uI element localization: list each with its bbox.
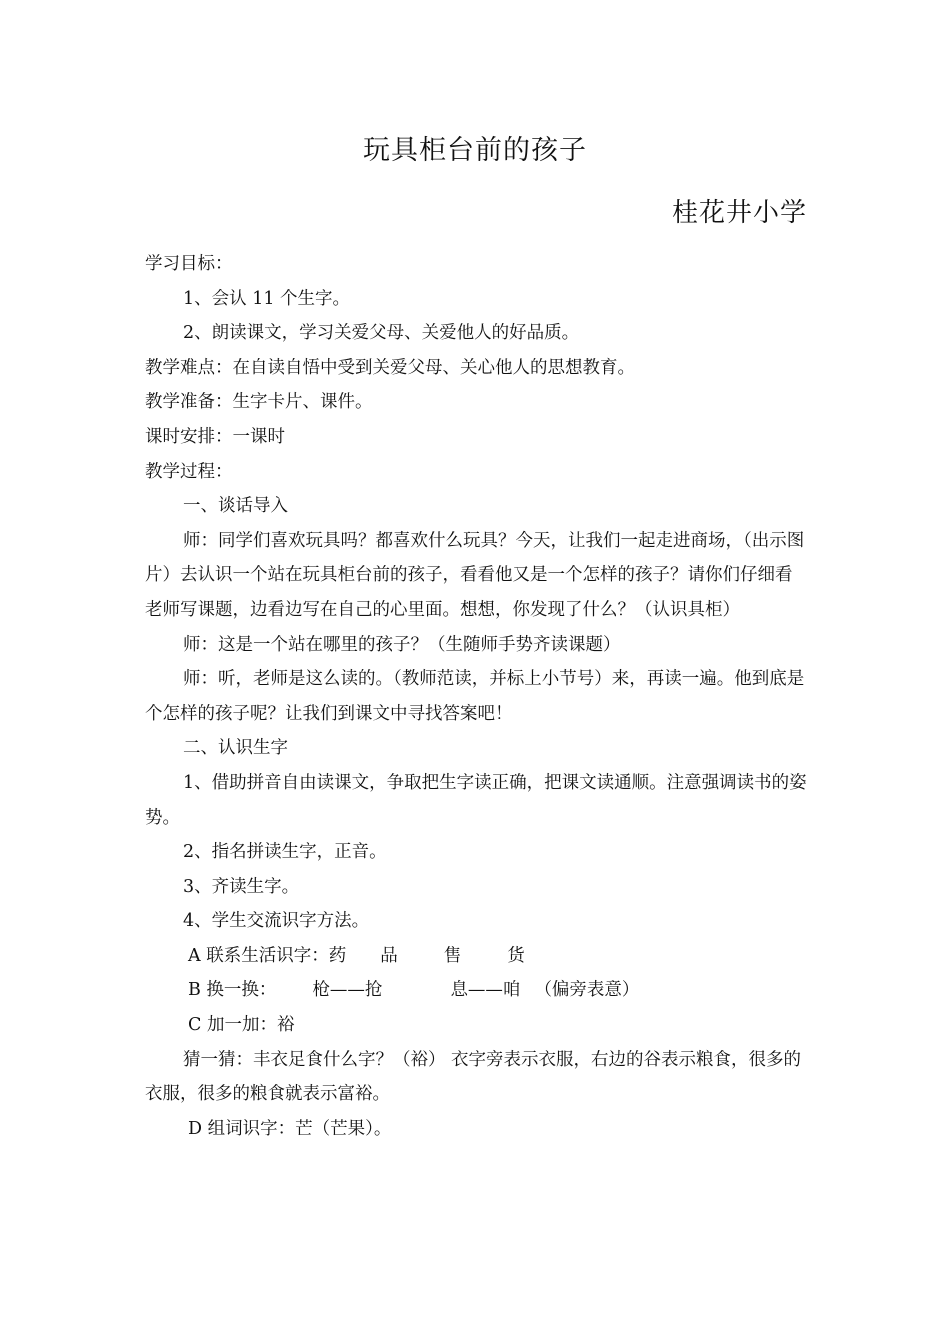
method-d-line: D 组词识字：芒（芒果）。 xyxy=(188,1118,392,1139)
school-name: 桂花井小学 xyxy=(671,198,807,228)
guess-paragraph: 猜一猜：丰衣足食什么字？（裕） 衣字旁表示衣服，右边的谷表示粮食，很多的衣服，很多的粮食就表示富裕。 xyxy=(145,1049,802,1105)
method-c-line: C 加一加：裕 xyxy=(188,1015,295,1036)
method-a-char: 品 xyxy=(380,945,398,966)
method-b-label: B 换一换： xyxy=(188,980,277,1001)
teaching-preparation: 教学准备：生字卡片、课件。 xyxy=(145,392,373,413)
section-heading-intro: 一、谈话导入 xyxy=(183,496,288,517)
method-a-char: 货 xyxy=(507,945,525,966)
document-body xyxy=(145,247,808,1146)
goal-heading: 学习目标： xyxy=(145,254,233,274)
method-a-line xyxy=(145,939,808,974)
teaching-difficulty: 教学难点：在自读自悟中受到关爱父母、关心他人的思想教育。 xyxy=(145,357,635,378)
step-1: 1、借助拼音自由读课文，争取把生字读正确，把课文读通顺。注意强调读书的姿势。 xyxy=(145,772,807,828)
section-heading-characters: 二、认识生字 xyxy=(183,738,288,759)
document-title: 玩具柜台前的孩子 xyxy=(363,135,587,166)
method-b-note: （偏旁表意） xyxy=(534,980,640,1001)
method-a-char: 药 xyxy=(328,945,347,966)
method-b-pair: 息——咱 xyxy=(450,980,521,1001)
step-3: 3、齐读生字。 xyxy=(183,876,300,897)
paragraph-intro-2: 师：这是一个站在哪里的孩子？（生随师手势齐读课题） xyxy=(183,634,621,655)
paragraph-intro-3: 师：听，老师是这么读的。（教师范读，并标上小节号）来，再读一遍。他到底是个怎样的孩子呢？让我们到课文中寻找答案吧！ xyxy=(145,669,805,724)
method-b-pair: 枪——抢 xyxy=(312,980,383,1001)
class-schedule: 课时安排：一课时 xyxy=(145,426,285,447)
goal-item-2: 2、朗读课文，学习关爱父母、关爱他人的好品质。 xyxy=(183,323,580,344)
method-b-line xyxy=(145,973,808,1008)
method-a-label: A 联系生活识字： xyxy=(188,945,329,966)
step-4: 4、学生交流识字方法。 xyxy=(183,911,370,932)
process-heading: 教学过程： xyxy=(145,461,233,482)
paragraph-intro-1: 师：同学们喜欢玩具吗？都喜欢什么玩具？今天，让我们一起走进商场，（出示图片）去认识一个站在玩具柜台前的孩子，看看他又是一个怎样的孩子？请你们仔细看老师写课题，边看边写在自己的心里面。想想，你发现了什么？（认识具柜） xyxy=(145,530,805,620)
step-2: 2、指名拼读生字，正音。 xyxy=(183,842,387,863)
goal-item-1: 1、会认 11 个生字。 xyxy=(183,288,351,309)
method-a-char: 售 xyxy=(443,945,462,966)
